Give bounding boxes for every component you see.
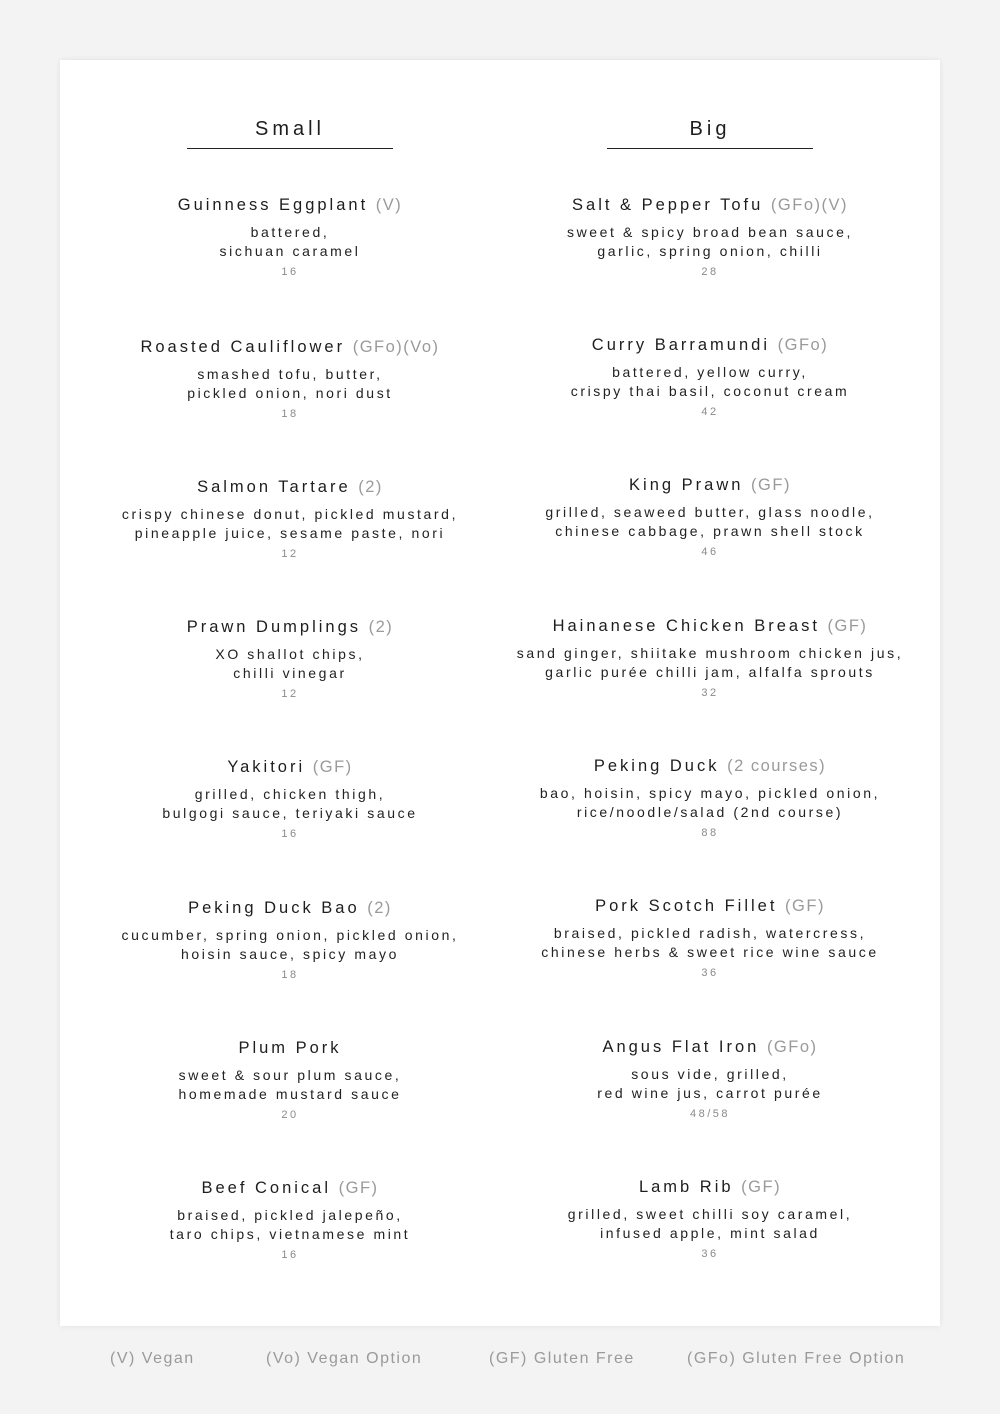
menu-item-big-1 (500, 334, 920, 419)
legend-gluten-free-option: (GFo) Gluten Free Option (687, 1350, 906, 1367)
item-name-line (500, 755, 920, 777)
item-tag: (GFo)(Vo) (352, 338, 440, 356)
item-tag: (GF) (827, 617, 868, 635)
item-tag: (GF) (751, 476, 791, 494)
item-price: 48/58 (689, 1108, 731, 1120)
item-tag: (GF) (338, 1179, 379, 1197)
menu-item-big-3 (500, 615, 920, 700)
menu-item-small-3 (80, 616, 500, 701)
big-title: Big (689, 118, 731, 140)
item-tag: (2) (367, 899, 392, 917)
item-tag: (GF) (312, 758, 353, 776)
item-name: Pork Scotch Fillet (595, 897, 778, 915)
item-description: braised, pickled jalepeño, taro chips, vietnamese mint (169, 1207, 411, 1242)
item-price: 32 (701, 687, 719, 699)
item-name-line (80, 336, 500, 358)
item-description: sweet & sour plum sauce, homemade mustard sauce (178, 1067, 402, 1102)
menu-item-big-4 (500, 755, 920, 840)
menu-sheet (60, 60, 940, 1326)
small-header (80, 117, 500, 149)
big-header (500, 117, 920, 149)
item-tag: (2) (358, 478, 383, 496)
item-name-line (500, 615, 920, 637)
item-name-line (500, 474, 920, 496)
item-tag: (GFo) (766, 1038, 818, 1056)
item-name: Roasted Cauliflower (140, 338, 346, 356)
item-name-line (80, 1037, 500, 1059)
item-description: bao, hoisin, spicy mayo, pickled onion, rice/noodle/salad (2nd course) (539, 785, 881, 820)
menu-item-big-6 (500, 1036, 920, 1121)
menu-item-small-5 (80, 897, 500, 982)
item-tag: (GF) (741, 1178, 782, 1196)
item-price: 46 (701, 546, 719, 558)
item-name-line (80, 616, 500, 638)
item-price: 12 (281, 548, 299, 560)
item-description: smashed tofu, butter, pickled onion, nori dust (187, 366, 393, 401)
item-price: 36 (701, 1248, 719, 1260)
item-name: King Prawn (629, 476, 744, 494)
dietary-legend (0, 1350, 1000, 1372)
menu-item-small-1 (80, 336, 500, 421)
item-name: Prawn Dumplings (186, 618, 362, 636)
item-tag: (V) (375, 196, 403, 214)
item-name: Yakitori (227, 758, 306, 776)
menu-item-small-2 (80, 476, 500, 561)
menu-item-small-0 (80, 194, 500, 279)
item-price: 42 (701, 406, 719, 418)
item-name: Angus Flat Iron (602, 1038, 760, 1056)
item-description: cucumber, spring onion, pickled onion, hoisin sauce, spicy mayo (121, 927, 459, 962)
item-description: sous vide, grilled, red wine jus, carrot purée (597, 1066, 823, 1101)
menu-item-small-6 (80, 1037, 500, 1122)
item-description: XO shallot chips, chilli vinegar (215, 646, 365, 681)
item-tag: (2 courses) (727, 757, 827, 775)
menu-item-small-4 (80, 756, 500, 841)
item-price: 16 (281, 828, 299, 840)
item-name-line (80, 1177, 500, 1199)
item-description: grilled, chicken thigh, bulgogi sauce, teriyaki sauce (162, 786, 418, 821)
item-price: 16 (281, 1249, 299, 1261)
item-name-line (500, 895, 920, 917)
menu-item-big-7 (500, 1176, 920, 1261)
item-name: Curry Barramundi (591, 336, 771, 354)
item-name: Salmon Tartare (197, 478, 351, 496)
item-tag: (GFo)(V) (770, 196, 848, 214)
menu-item-small-7 (80, 1177, 500, 1262)
item-description: battered, yellow curry, crispy thai basil, coconut cream (570, 364, 850, 399)
item-price: 16 (281, 266, 299, 278)
item-tag: (GF) (785, 897, 825, 915)
item-name-line (500, 194, 920, 216)
item-description: grilled, seaweed butter, glass noodle, chinese cabbage, prawn shell stock (545, 504, 875, 539)
item-name: Plum Pork (238, 1039, 342, 1057)
item-description: braised, pickled radish, watercress, chinese herbs & sweet rice wine sauce (541, 925, 879, 960)
small-title-rule (187, 148, 393, 149)
legend-vegan-option: (Vo) Vegan Option (266, 1350, 423, 1367)
item-name-line (80, 756, 500, 778)
item-name-line (80, 194, 500, 216)
item-price: 36 (701, 967, 719, 979)
item-name-line (500, 1176, 920, 1198)
item-name: Peking Duck Bao (188, 899, 360, 917)
item-name-line (500, 334, 920, 356)
item-price: 18 (281, 969, 299, 981)
item-description: sweet & spicy broad bean sauce, garlic, spring onion, chilli (566, 224, 854, 259)
item-description: crispy chinese donut, pickled mustard, pineapple juice, sesame paste, nori (121, 506, 459, 541)
item-description: battered, sichuan caramel (219, 224, 361, 259)
item-name: Peking Duck (593, 757, 720, 775)
legend-gluten-free: (GF) Gluten Free (489, 1350, 635, 1367)
item-price: 28 (701, 266, 719, 278)
menu-item-big-5 (500, 895, 920, 980)
item-description: grilled, sweet chilli soy caramel, infused apple, mint salad (567, 1206, 853, 1241)
item-name: Salt & Pepper Tofu (572, 196, 764, 214)
item-price: 20 (281, 1109, 299, 1121)
item-name-line (500, 1036, 920, 1058)
item-name: Hainanese Chicken Breast (552, 617, 820, 635)
menu-item-big-0 (500, 194, 920, 279)
item-price: 88 (701, 827, 719, 839)
item-name-line (80, 476, 500, 498)
item-tag: (GFo) (777, 336, 829, 354)
item-name: Beef Conical (201, 1179, 332, 1197)
item-name: Guinness Eggplant (177, 196, 369, 214)
item-price: 12 (281, 688, 299, 700)
item-tag: (2) (368, 618, 394, 636)
big-title-rule (607, 148, 813, 149)
menu-item-big-2 (500, 474, 920, 559)
legend-vegan: (V) Vegan (110, 1350, 195, 1367)
item-description: sand ginger, shiitake mushroom chicken jus, garlic purée chilli jam, alfalfa sprouts (516, 645, 904, 680)
item-name-line (80, 897, 500, 919)
item-price: 18 (281, 408, 299, 420)
item-name: Lamb Rib (638, 1178, 734, 1196)
small-title: Small (254, 118, 325, 140)
